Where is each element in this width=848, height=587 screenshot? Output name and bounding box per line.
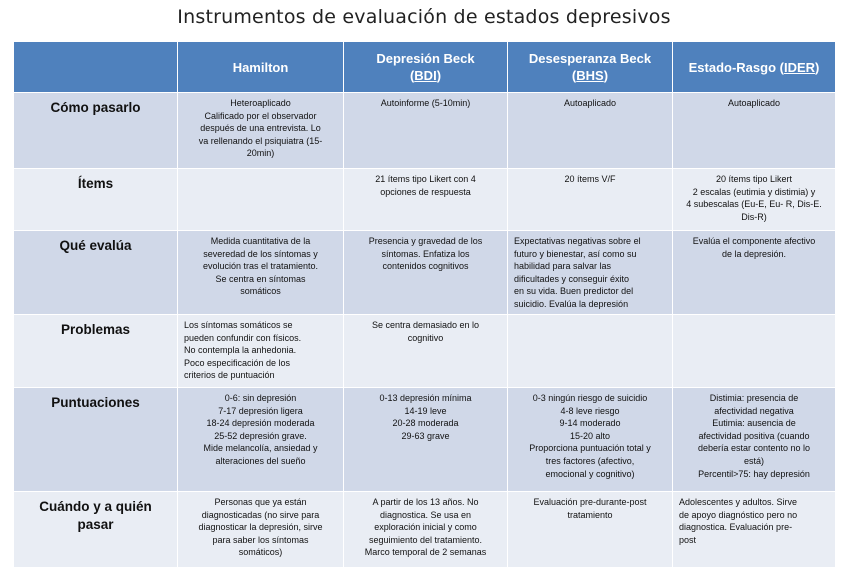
cell-line: suicidio. Evalúa la depresión — [514, 298, 629, 309]
table-cell — [508, 492, 673, 568]
table-cell — [673, 388, 836, 492]
cell-line: diagnostica. Se usa en — [379, 509, 472, 520]
table-cell — [344, 169, 508, 231]
cell-line: Medida cuantitativa de la — [210, 236, 311, 246]
cell-line: Percentil>75: hay depresión — [698, 468, 810, 479]
cell-line: seguimiento del tratamiento. — [368, 534, 483, 545]
cell-line: exploración inicial y como — [374, 522, 477, 533]
cell-line: Autoaplicado — [727, 98, 781, 108]
cell-line: Proporciona puntuación total y — [529, 443, 651, 454]
header-abbr-link[interactable]: IDER — [783, 59, 816, 75]
header-row — [14, 42, 836, 93]
cell-line: Distimia: presencia de — [709, 393, 799, 403]
cell-line: opciones de respuesta — [380, 186, 471, 197]
cell-line: 20 ítems tipo Likert — [715, 174, 793, 184]
cell-line: No contempla la anhedonia. — [184, 345, 297, 356]
cell-line: diagnosticar la depresión, sirve — [198, 522, 323, 533]
row-problemas — [14, 315, 836, 388]
cell-line: diagnostica. Evaluación pre- — [679, 522, 793, 533]
cell-line: debería estar contento no lo — [697, 443, 811, 454]
cell-line: Dis-R) — [741, 211, 767, 222]
cell-line: 15-20 alto — [569, 430, 611, 441]
cell-line: después de una entrevista. Lo — [200, 123, 321, 134]
header-hamilton — [178, 42, 344, 93]
cell-line: pueden confundir con físicos. — [184, 332, 302, 343]
header-label: Estado-Rasgo — [688, 59, 777, 75]
cell-line: 9-14 moderado — [559, 418, 621, 429]
header-label: Depresión Beck — [376, 51, 475, 66]
cell-line: criterios de puntuación — [184, 370, 275, 381]
cell-line: 25-52 depresión grave. — [214, 430, 307, 441]
cell-line: Mide melancolía, ansiedad y — [203, 443, 318, 454]
cell-line: Calificado por el observador — [204, 110, 317, 121]
cell-line: contenidos cognitivos — [382, 261, 469, 272]
cell-line: severedad de los síntomas y — [203, 248, 318, 259]
header-ider: Estado-Rasgo (IDER) — [673, 42, 836, 93]
cell-line: Se centra demasiado en lo — [371, 320, 480, 330]
cell-line: 4-8 leve riesgo — [560, 405, 620, 416]
row-label: Qué evalúa — [14, 231, 178, 315]
row-label: Problemas — [14, 315, 178, 388]
cell-line: 18-24 depresión moderada — [206, 418, 315, 429]
cell-line: A partir de los 13 años. No — [372, 497, 479, 507]
table-cell — [344, 231, 508, 315]
row-items — [14, 169, 836, 231]
table-cell — [508, 169, 673, 231]
cell-line: 0-3 ningún riesgo de suicidio — [532, 393, 648, 403]
row-label: Cuándo y a quién pasar — [14, 492, 178, 568]
table-cell — [178, 388, 344, 492]
cell-line: alteraciones del sueño — [215, 455, 306, 466]
cell-line: 20-28 moderada — [392, 418, 459, 429]
cell-line: habilidad para salvar las — [514, 261, 612, 272]
cell-line: síntomas. Enfatiza los — [381, 248, 470, 259]
table-cell — [344, 388, 508, 492]
row-label: Cómo pasarlo — [14, 93, 178, 169]
table-cell — [178, 315, 344, 388]
cell-line: 0-6: sin depresión — [224, 393, 297, 403]
table-cell — [673, 492, 836, 568]
cell-line: Adolescentes y adultos. Sirve — [679, 497, 798, 507]
cell-line: Los síntomas somáticos se — [184, 320, 293, 330]
cell-line: 14-19 leve — [404, 405, 447, 416]
cell-line: 0-13 depresión mínima — [379, 393, 472, 403]
table-cell — [178, 169, 344, 231]
header-abbr-link[interactable]: BHS — [576, 68, 604, 83]
cell-line: Marco temporal de 2 semanas — [364, 547, 487, 558]
header-bdi: Depresión Beck (BDI) — [344, 42, 508, 93]
row-label: Ítems — [14, 169, 178, 231]
cell-line: 2 escalas (eutimia y distimia) y — [692, 186, 816, 197]
table-cell — [508, 315, 673, 388]
table-cell — [673, 315, 836, 388]
cell-line: está) — [743, 455, 764, 466]
cell-line: evolución tras el tratamiento. — [202, 261, 319, 272]
header-label: Desesperanza Beck — [528, 51, 652, 66]
row-label: Puntuaciones — [14, 388, 178, 492]
cell-line: Expectativas negativas sobre el — [514, 236, 641, 246]
cell-line: Autoinforme (5-10min) — [380, 98, 471, 108]
table-cell — [178, 93, 344, 169]
cell-line: de apoyo diagnóstico pero no — [679, 509, 798, 520]
table-cell — [673, 169, 836, 231]
row-puntuaciones — [14, 388, 836, 492]
table-cell — [508, 231, 673, 315]
cell-line: 20 ítems V/F — [564, 174, 616, 184]
header-empty — [14, 42, 178, 93]
cell-line: Eutimia: ausencia de — [712, 418, 796, 429]
comparison-table — [13, 41, 836, 568]
cell-line: 21 ítems tipo Likert con 4 — [375, 174, 476, 184]
cell-line: 20min) — [246, 148, 275, 159]
cell-line: afectividad negativa — [714, 405, 794, 416]
table-cell — [344, 492, 508, 568]
header-bhs: Desesperanza Beck (BHS) — [508, 42, 673, 93]
header-label: Hamilton — [232, 59, 289, 75]
cell-line: 7-17 depresión ligera — [218, 405, 303, 416]
page-title: Instrumentos de evaluación de estados depresivos — [177, 6, 671, 28]
cell-line: dificultades y conseguir éxito — [514, 273, 630, 284]
table-cell — [673, 93, 836, 169]
table-cell — [344, 93, 508, 169]
cell-line: Presencia y gravedad de los — [368, 236, 483, 246]
row-cuando-pasar — [14, 492, 836, 568]
table-cell — [178, 231, 344, 315]
table-cell — [344, 315, 508, 388]
cell-line: somáticos — [240, 286, 281, 297]
table-cell — [508, 93, 673, 169]
cell-line: Evaluación pre-durante-post — [533, 497, 647, 507]
cell-line: Se centra en síntomas — [215, 273, 306, 284]
cell-line: afectividad positiva (cuando — [698, 430, 810, 441]
cell-line: diagnosticadas (no sirve para — [201, 509, 320, 520]
cell-line: 4 subescalas (Eu-E, Eu- R, Dis-E. — [686, 199, 822, 210]
cell-line: Evalúa el componente afectivo — [692, 236, 816, 246]
cell-line: de la depresión. — [721, 248, 787, 259]
cell-line: tratamiento — [567, 509, 613, 520]
table-cell — [508, 388, 673, 492]
cell-line: futuro y bienestar, así como su — [514, 248, 637, 259]
cell-line: 29-63 grave — [401, 430, 450, 441]
cell-line: Poco especificación de los — [184, 357, 291, 368]
cell-line: va rellenando el psiquiatra (15- — [198, 135, 323, 146]
row-como-pasarlo — [14, 93, 836, 169]
cell-line: Personas que ya están — [214, 497, 307, 507]
header-abbr-link[interactable]: BDI — [414, 68, 437, 83]
cell-line: Autoaplicado — [563, 98, 617, 108]
table-cell — [178, 492, 344, 568]
cell-line: para saber los síntomas — [212, 534, 309, 545]
row-que-evalua — [14, 231, 836, 315]
cell-line: cognitivo — [407, 332, 444, 343]
cell-line: emocional y cognitivo) — [545, 468, 635, 479]
cell-line: somáticos) — [238, 547, 283, 558]
cell-line: post — [679, 534, 697, 545]
table-cell — [673, 231, 836, 315]
cell-line: tres factores (afectivo, — [545, 455, 635, 466]
cell-line: Heteroaplicado — [230, 98, 291, 108]
cell-line: en su vida. Buen predictor del — [514, 286, 634, 297]
